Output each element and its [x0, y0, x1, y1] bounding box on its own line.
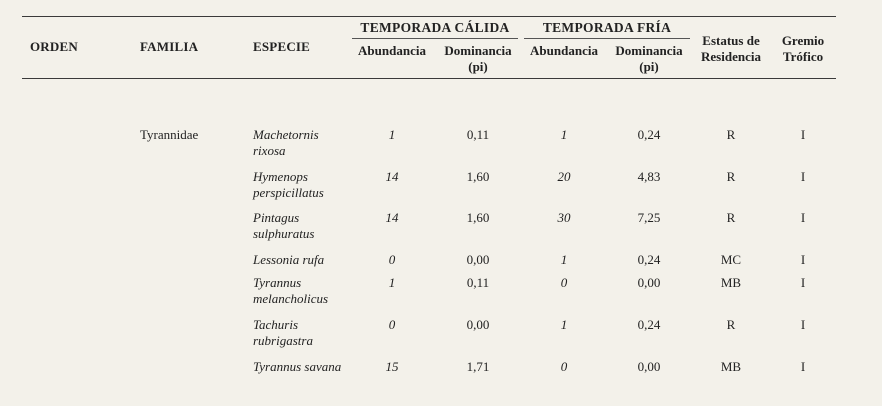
cell-abundancia-fria: 0: [560, 275, 568, 290]
cell-abundancia-calida: 0: [388, 252, 396, 267]
cell-dominancia-fria: 0,24: [637, 252, 661, 267]
header-abundancia-calida: Abundancia: [358, 43, 426, 58]
cell-abundancia-fria: 1: [560, 317, 568, 332]
header-orden: ORDEN: [30, 39, 78, 54]
header-temporada-calida: TEMPORADA CÁLIDA: [360, 20, 510, 35]
header-especie: ESPECIE: [253, 39, 311, 54]
header-gremio-l1: Gremio: [781, 33, 825, 48]
cell-abundancia-fria: 20: [557, 169, 571, 184]
cell-dominancia-fria: 7,25: [637, 210, 661, 225]
header-dominancia-fria-l1: Dominancia: [615, 43, 683, 58]
species-name: [253, 359, 363, 375]
cell-gremio-trofico: I: [800, 359, 806, 374]
cell-gremio-trofico: I: [800, 210, 806, 225]
header-dominancia-fria-l2: (pi): [639, 59, 659, 74]
table-header-rule: [22, 78, 836, 79]
familia-tyrannidae: Tyrannidae: [140, 127, 199, 142]
species-name-line1: Tyrannus savana: [253, 359, 342, 374]
cell-abundancia-fria: 1: [560, 252, 568, 267]
cell-abundancia-calida: 15: [385, 359, 399, 374]
cell-estatus-residencia: R: [726, 127, 736, 142]
cell-abundancia-fria: 1: [560, 127, 568, 142]
species-name-line1: Tachuris: [253, 317, 299, 332]
header-estatus-residencia: [694, 33, 768, 65]
rule-temporada-fria: [524, 38, 690, 39]
species-name-line1: Pintagus: [253, 210, 300, 225]
header-estatus-l1: Estatus de: [702, 33, 760, 48]
species-name-line2: rubrigastra: [253, 333, 313, 348]
cell-dominancia-calida: 1,60: [466, 210, 490, 225]
cell-estatus-residencia: MB: [720, 359, 742, 374]
cell-dominancia-calida: 0,00: [466, 252, 490, 267]
table-top-rule: [22, 16, 836, 17]
species-name-line1: Lessonia rufa: [253, 252, 325, 267]
cell-abundancia-calida: 1: [388, 127, 396, 142]
cell-gremio-trofico: I: [800, 127, 806, 142]
cell-gremio-trofico: I: [800, 252, 806, 267]
cell-dominancia-calida: 0,00: [466, 317, 490, 332]
cell-dominancia-fria: 0,24: [637, 127, 661, 142]
cell-dominancia-calida: 0,11: [466, 127, 490, 142]
header-temporada-fria: TEMPORADA FRÍA: [542, 20, 672, 35]
header-abundancia-fria: Abundancia: [530, 43, 598, 58]
species-name: [253, 317, 363, 349]
species-name-line2: rixosa: [253, 143, 286, 158]
cell-estatus-residencia: R: [726, 210, 736, 225]
species-name-line1: Tyrannus: [253, 275, 302, 290]
cell-abundancia-calida: 14: [385, 169, 399, 184]
cell-dominancia-fria: 0,00: [637, 359, 661, 374]
species-name: [253, 127, 363, 159]
cell-estatus-residencia: R: [726, 317, 736, 332]
species-name-line2: melancholicus: [253, 291, 329, 306]
cell-dominancia-fria: 0,00: [637, 275, 661, 290]
rule-temporada-calida: [352, 38, 518, 39]
cell-dominancia-calida: 1,60: [466, 169, 490, 184]
header-familia: FAMILIA: [140, 39, 199, 54]
header-dominancia-calida: [438, 43, 518, 75]
cell-estatus-residencia: MC: [720, 252, 742, 267]
species-name: [253, 210, 363, 242]
cell-estatus-residencia: MB: [720, 275, 742, 290]
cell-dominancia-calida: 1,71: [466, 359, 490, 374]
cell-gremio-trofico: I: [800, 317, 806, 332]
cell-abundancia-fria: 30: [557, 210, 571, 225]
cell-abundancia-calida: 1: [388, 275, 396, 290]
cell-gremio-trofico: I: [800, 275, 806, 290]
header-dominancia-fria: [608, 43, 690, 75]
cell-abundancia-fria: 0: [560, 359, 568, 374]
cell-dominancia-fria: 0,24: [637, 317, 661, 332]
cell-abundancia-calida: 14: [385, 210, 399, 225]
cell-estatus-residencia: R: [726, 169, 736, 184]
species-name: [253, 169, 363, 201]
species-name-line2: sulphuratus: [253, 226, 315, 241]
cell-abundancia-calida: 0: [388, 317, 396, 332]
species-name: [253, 275, 363, 307]
cell-dominancia-calida: 0,11: [466, 275, 490, 290]
header-gremio-l2: Trófico: [782, 49, 824, 64]
cell-gremio-trofico: I: [800, 169, 806, 184]
header-dominancia-calida-l1: Dominancia: [444, 43, 512, 58]
cell-dominancia-fria: 4,83: [637, 169, 661, 184]
species-name-line1: Machetornis: [253, 127, 319, 142]
species-name: [253, 252, 363, 268]
header-dominancia-calida-l2: (pi): [468, 59, 488, 74]
header-gremio-trofico: [772, 33, 834, 65]
species-name-line1: Hymenops: [253, 169, 308, 184]
species-name-line2: perspicillatus: [253, 185, 324, 200]
header-estatus-l2: Residencia: [701, 49, 761, 64]
